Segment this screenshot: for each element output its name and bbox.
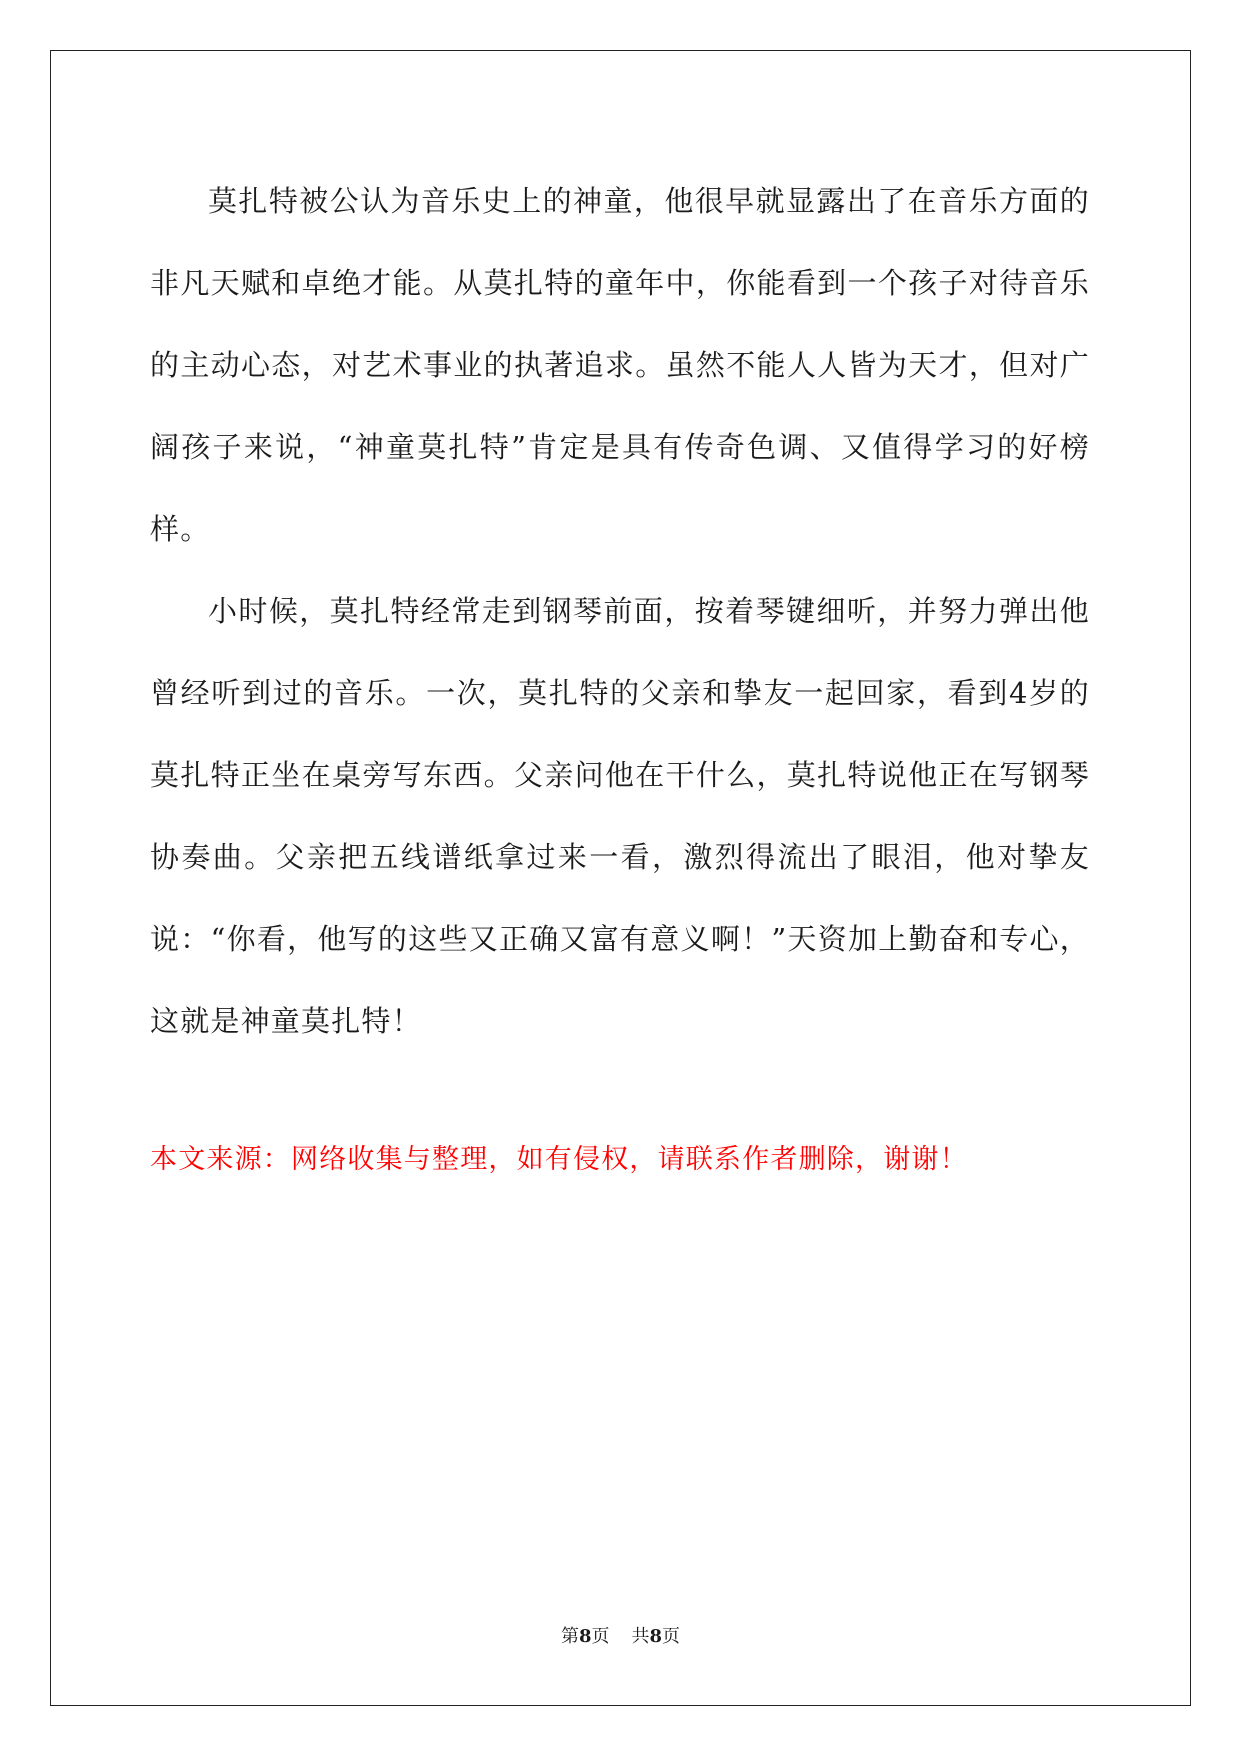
total-prefix: 共 [631, 1626, 650, 1647]
total-suffix: 页 [662, 1626, 681, 1647]
paragraph-2: 小时候，莫扎特经常走到钢琴前面，按着琴键细听，并努力弹出他曾经听到过的音乐。一次，莫扎特的父亲和挚友一起回家，看到4岁的莫扎特正坐在桌旁写东西。父亲问他在干什么，莫扎特说他正在写钢琴协奏曲。父亲把五线谱纸拿过来一看，激烈得流出了眼泪，他对挚友说：“你看，他写的这些又正确又富有意义啊！”天资加上勤奋和专心，这就是神童莫扎特！ [150, 594, 1090, 1038]
current-page-number: 8 [578, 1626, 592, 1647]
paragraph-1: 莫扎特被公认为音乐史上的神童，他很早就显露出了在音乐方面的非凡天赋和卓绝才能。从莫扎特的童年中，你能看到一个孩子对待音乐的主动心态，对艺术事业的执著追求。虽然不能人人皆为天才，但对广阔孩子来说，“神童莫扎特”肯定是具有传奇色调、又值得学习的好榜样。 [150, 184, 1090, 546]
total-pages-number: 8 [649, 1626, 663, 1647]
page-suffix: 页 [591, 1626, 610, 1647]
page-footer [0, 1622, 1241, 1648]
page-prefix: 第 [560, 1626, 579, 1647]
document-body [150, 160, 1090, 1062]
source-note: 本文来源：网络收集与整理，如有侵权，请联系作者删除，谢谢！ [150, 1144, 968, 1175]
